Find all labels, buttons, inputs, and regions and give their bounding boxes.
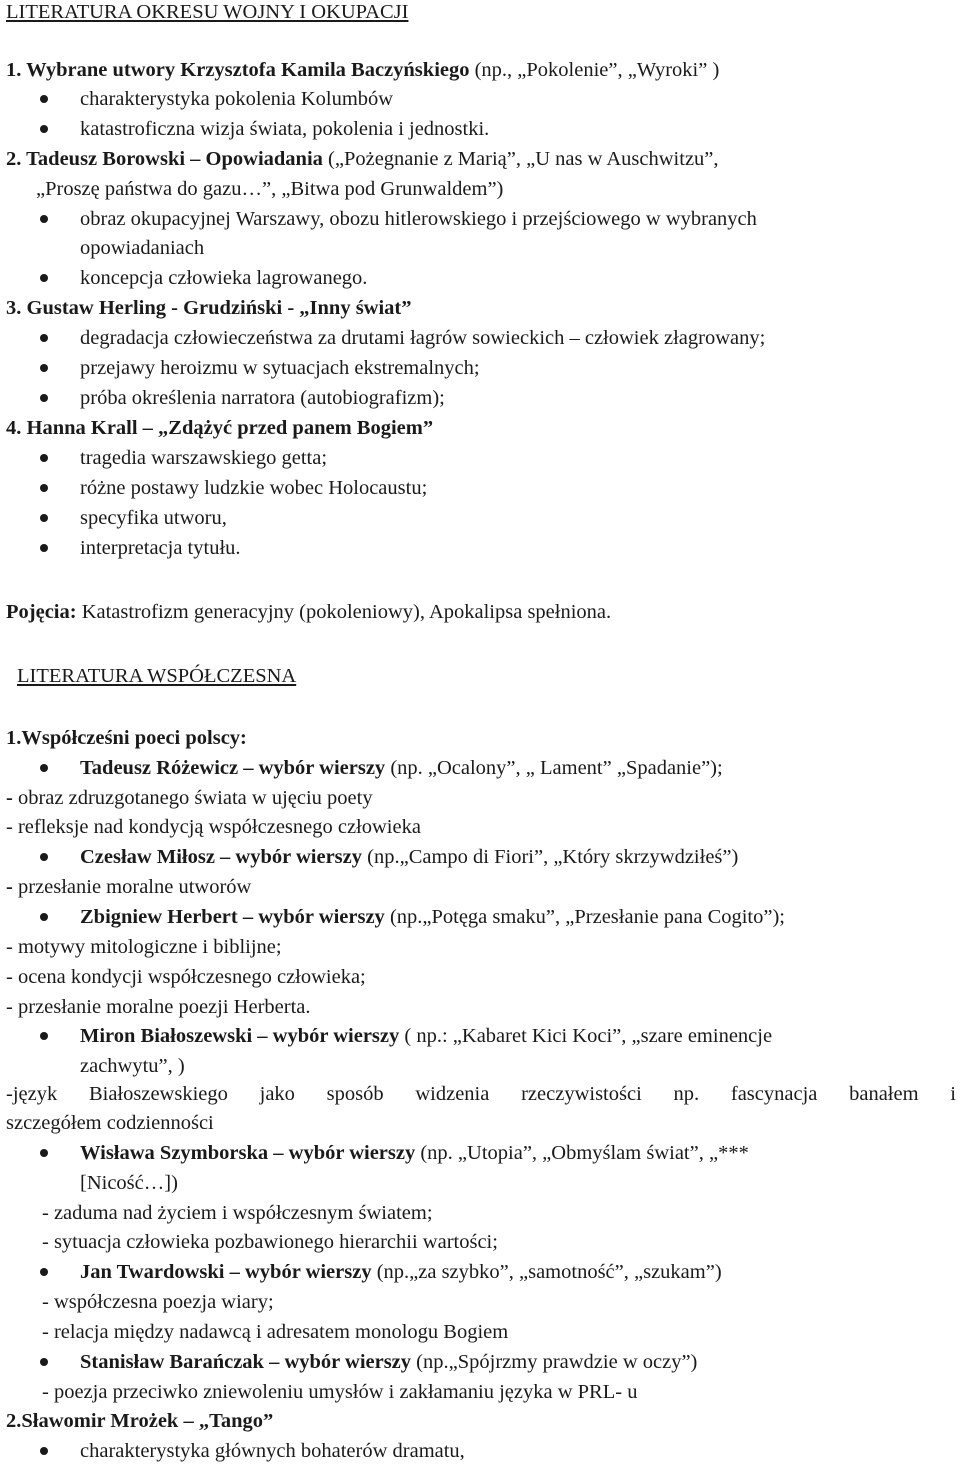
bullet-icon — [40, 913, 48, 921]
note-line-cont: szczegółem codzienności — [6, 1112, 214, 1134]
note-line: - motywy mitologiczne i biblijne; — [6, 936, 282, 958]
list-item: specyfika utworu, — [80, 507, 227, 529]
item-2-examples: („Pożegnanie z Marią”, „U nas w Auschwitzu”, — [322, 148, 719, 170]
bullet-icon — [40, 215, 48, 223]
poet-examples: (np.„Potęga smaku”, „Przesłanie pana Cogito”); — [384, 906, 786, 928]
bullet-icon — [40, 764, 48, 772]
bullet-icon — [40, 394, 48, 402]
poet-name: Wisława Szymborska – wybór wierszy — [80, 1142, 416, 1164]
item-3-title: 3. Gustaw Herling - Grudziński - „Inny świat” — [6, 297, 412, 319]
poets-heading: 1.Współcześni poeci polscy: — [6, 727, 247, 749]
note-line: - współczesna poezja wiary; — [42, 1291, 274, 1313]
list-item: charakterystyka głównych bohaterów dramatu, — [80, 1440, 465, 1462]
poet-item — [80, 905, 785, 929]
poet-examples-cont: [Nicość…]) — [80, 1172, 178, 1194]
note-line: - ocena kondycji współczesnego człowieka; — [6, 966, 366, 988]
list-item-cont: opowiadaniach — [80, 237, 205, 259]
list-item: charakterystyka pokolenia Kolumbów — [80, 88, 394, 110]
item-2-examples-cont: „Proszę państwa do gazu…”, „Bitwa pod Grunwaldem”) — [36, 178, 504, 200]
poet-item — [80, 1024, 772, 1048]
item-2-heading — [6, 147, 719, 171]
dash: - — [6, 876, 13, 898]
poet-item — [80, 1260, 722, 1284]
section-title-contemporary: LITERATURA WSPÓŁCZESNA — [17, 665, 297, 687]
note-line: - relacja między nadawcą i adresatem monologu Bogiem — [42, 1321, 509, 1343]
poet-examples-cont: zachwytu”, ) — [80, 1055, 185, 1077]
bullet-icon — [40, 125, 48, 133]
note-line: - sytuacja człowieka pozbawionego hierarchii wartości; — [42, 1231, 498, 1253]
poet-item — [80, 756, 723, 780]
poet-examples: (np.„za szybko”, „samotność”, „szukam”) — [371, 1261, 722, 1283]
note-text: obraz zdruzgotanego świata w ujęciu poety — [12, 787, 373, 809]
concepts-line — [6, 600, 611, 624]
note-line: - zaduma nad życiem i współczesnym światem; — [42, 1202, 433, 1224]
poet-name: Miron Białoszewski – wybór wierszy — [80, 1025, 400, 1047]
item-1-examples: (np., „Pokolenie”, „Wyroki” ) — [469, 59, 720, 81]
bullet-icon — [40, 1149, 48, 1157]
bullet-icon — [40, 274, 48, 282]
note-line — [6, 875, 251, 899]
poet-name: Czesław Miłosz – wybór wierszy — [80, 846, 363, 868]
bullet-icon — [40, 1358, 48, 1366]
poet-item — [80, 1350, 697, 1374]
bullet-icon — [40, 454, 48, 462]
list-item: próba określenia narratora (autobiografizm); — [80, 387, 445, 409]
list-item: katastroficzna wizja świata, pokolenia i jednostki. — [80, 118, 490, 140]
poet-examples: (np. „Ocalony”, „ Lament” „Spadanie”); — [385, 757, 723, 779]
poet-name: Zbigniew Herbert – wybór wierszy — [80, 906, 385, 928]
note-line: - refleksje nad kondycją współczesnego człowieka — [6, 816, 421, 838]
section-title-war: LITERATURA OKRESU WOJNY I OKUPACJI — [6, 1, 409, 23]
list-item: interpretacja tytułu. — [80, 537, 241, 559]
bullet-icon — [40, 484, 48, 492]
poet-name: Jan Twardowski – wybór wierszy — [80, 1261, 372, 1283]
bullet-icon — [40, 853, 48, 861]
list-item: różne postawy ludzkie wobec Holocaustu; — [80, 477, 428, 499]
item-1-title: 1. Wybrane utwory Krzysztofa Kamila Baczyńskiego — [6, 59, 470, 81]
poet-examples: (np. „Utopia”, „Obmyślam świat”, „*** — [415, 1142, 749, 1164]
poet-item — [80, 1141, 749, 1165]
note-line — [6, 786, 373, 810]
poet-examples: ( np.: „Kabaret Kici Koci”, „szare eminencje — [399, 1025, 773, 1047]
note-line: - poezja przeciwko zniewoleniu umysłów i zakłamaniu języka w PRL- u — [42, 1381, 638, 1403]
poet-name: Tadeusz Różewicz – wybór wierszy — [80, 757, 386, 779]
poet-examples: (np.„Spójrzmy prawdzie w oczy”) — [411, 1351, 698, 1373]
list-item: obraz okupacyjnej Warszawy, obozu hitlerowskiego i przejściowego w wybranych — [80, 208, 757, 230]
list-item: tragedia warszawskiego getta; — [80, 447, 328, 469]
bullet-icon — [40, 1268, 48, 1276]
poet-examples: (np.„Campo di Fiori”, „Który skrzywdziłeś”) — [362, 846, 739, 868]
poet-name: Stanisław Barańczak – wybór wierszy — [80, 1351, 412, 1373]
poet-item — [80, 845, 738, 869]
item-4-title: 4. Hanna Krall – „Zdążyć przed panem Bogiem” — [6, 417, 434, 439]
dash: - — [6, 787, 13, 809]
concepts-text: Katastrofizm generacyjny (pokoleniowy), Apokalipsa spełniona. — [76, 601, 612, 623]
item-2-title: 2. Tadeusz Borowski – Opowiadania — [6, 148, 323, 170]
bullet-icon — [40, 544, 48, 552]
concepts-label: Pojęcia: — [6, 601, 77, 623]
list-item: przejawy heroizmu w sytuacjach ekstremalnych; — [80, 357, 480, 379]
bullet-icon — [40, 95, 48, 103]
list-item: degradacja człowieczeństwa za drutami łagrów sowieckich – człowiek złagrowany; — [80, 327, 766, 349]
note-line: -język Białoszewskiego jako sposób widzenia rzeczywistości np. fascynacja banałem i — [6, 1083, 956, 1105]
bullet-icon — [40, 364, 48, 372]
bullet-icon — [40, 1447, 48, 1455]
list-item: koncepcja człowieka lagrowanego. — [80, 267, 368, 289]
bullet-icon — [40, 1032, 48, 1040]
note-line: - przesłanie moralne poezji Herberta. — [6, 996, 311, 1018]
item-1-heading — [6, 58, 719, 82]
note-text: przesłanie moralne utworów — [12, 876, 252, 898]
bullet-icon — [40, 514, 48, 522]
bullet-icon — [40, 334, 48, 342]
drama-heading: 2.Sławomir Mrożek – „Tango” — [6, 1410, 274, 1432]
